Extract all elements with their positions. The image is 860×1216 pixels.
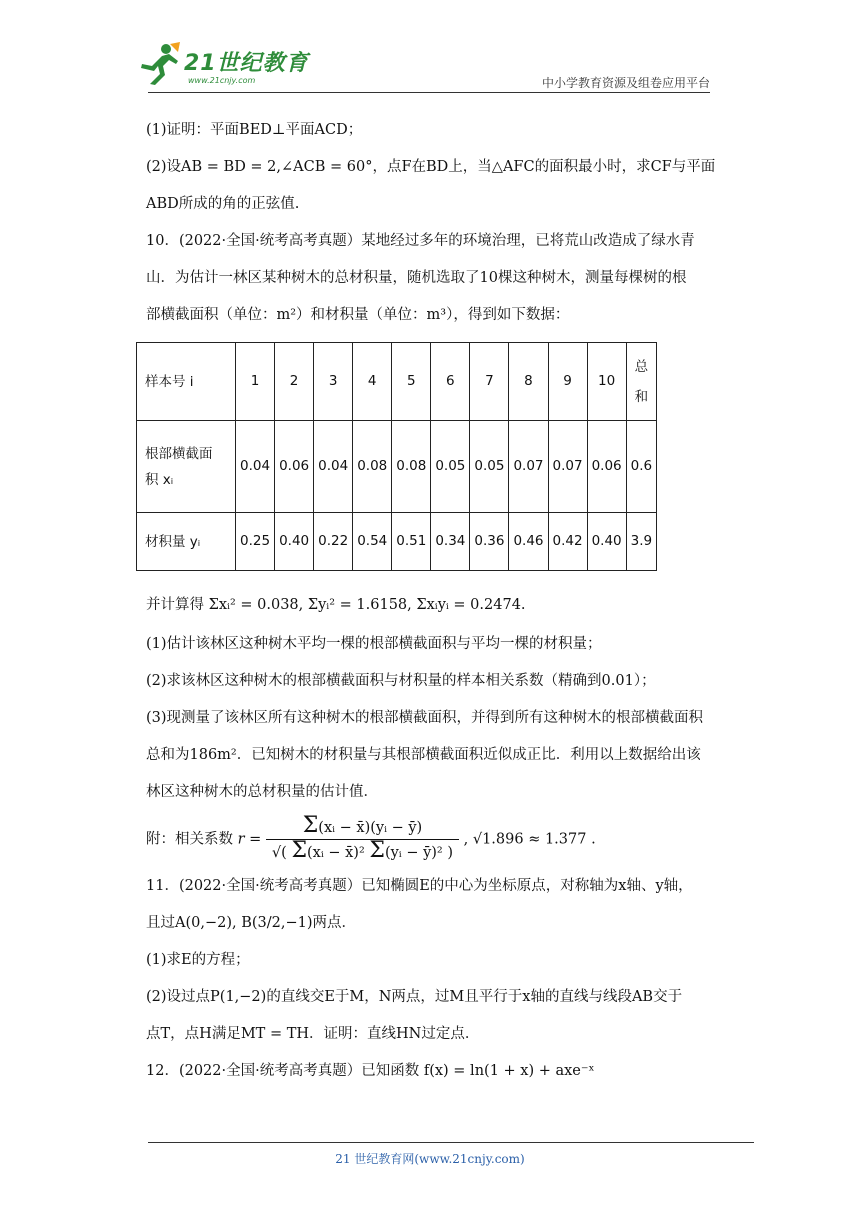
area-value: 0.07 — [548, 421, 587, 513]
area-value: 0.05 — [431, 421, 470, 513]
appendix-tail: , √1.896 ≈ 1.377 . — [463, 831, 596, 848]
area-label-line2: 积 xᵢ — [145, 471, 174, 488]
area-value: 0.07 — [509, 421, 548, 513]
volume-value: 0.25 — [236, 513, 275, 571]
sample-number: 10 — [587, 343, 626, 421]
total-label-1: 总 — [634, 358, 649, 375]
area-value: 0.06 — [587, 421, 626, 513]
area-total: 0.6 — [626, 421, 656, 513]
sample-number: 1 — [236, 343, 275, 421]
header-divider — [148, 92, 710, 93]
q9-part2-line2: ABD所成的角的正弦值. — [146, 196, 300, 212]
sample-number: 7 — [470, 343, 509, 421]
volume-value: 0.42 — [548, 513, 587, 571]
volume-value: 0.54 — [353, 513, 392, 571]
volume-total: 3.9 — [626, 513, 656, 571]
q9-part2-line1: (2)设AB = BD = 2,∠ACB = 60°，点F在BD上，当△AFC的面积最小时，求CF与平面 — [146, 159, 716, 175]
area-value: 0.04 — [236, 421, 275, 513]
q10-intro-line2: 山．为估计一林区某种树木的总材积量，随机选取了10棵这种树木，测量每棵树的根 — [146, 270, 687, 286]
sample-number: 6 — [431, 343, 470, 421]
q10-sub1: (1)估计该林区这种树木平均一棵的根部横截面积与平均一棵的材积量； — [146, 636, 602, 652]
sample-number: 8 — [509, 343, 548, 421]
logo-url: www.21cnjy.com — [188, 76, 256, 85]
area-value: 0.04 — [314, 421, 353, 513]
site-logo[interactable] — [136, 42, 316, 92]
q9-part1: (1)证明：平面BED⊥平面ACD； — [146, 122, 363, 138]
footer-divider — [148, 1142, 754, 1143]
area-value: 0.06 — [275, 421, 314, 513]
area-value: 0.08 — [392, 421, 431, 513]
header-label: 样本号 i — [137, 343, 236, 421]
q10-intro-line1: 10．(2022·全国·统考高考真题）某地经过多年的环境治理，已将荒山改造成了绿水青 — [146, 233, 695, 249]
volume-value: 0.22 — [314, 513, 353, 571]
q10-sub3-line3: 林区这种树木的总材积量的估计值． — [146, 784, 378, 800]
volume-value: 0.51 — [392, 513, 431, 571]
q11-line1: 11．(2022·全国·统考高考真题）已知椭圆E的中心为坐标原点，对称轴为x轴、y轴， — [146, 878, 693, 894]
area-label — [137, 421, 236, 513]
q11-line2: 且过A(0,−2), B(3/2,−1)两点． — [146, 915, 357, 931]
table-row-header — [137, 343, 657, 421]
volume-value: 0.40 — [275, 513, 314, 571]
appendix-label: 附：相关系数 — [146, 831, 233, 848]
sample-number: 4 — [353, 343, 392, 421]
area-value: 0.05 — [470, 421, 509, 513]
volume-value: 0.46 — [509, 513, 548, 571]
sample-number: 5 — [392, 343, 431, 421]
total-header — [626, 343, 656, 421]
q10-calc: 并计算得 Σxᵢ² = 0.038, Σyᵢ² = 1.6158, Σxᵢyᵢ = 0.2474. — [146, 597, 526, 613]
q10-sub2: (2)求该林区这种树木的根部横截面积与材积量的样本相关系数（精确到0.01）； — [146, 673, 656, 689]
q12-line1: 12．(2022·全国·统考高考真题）已知函数 f(x) = ln(1 + x) + axe⁻ˣ — [146, 1063, 595, 1079]
page-footer[interactable]: 21 世纪教育网(www.21cnjy.com) — [335, 1152, 525, 1166]
data-table — [136, 342, 657, 571]
volume-value: 0.36 — [470, 513, 509, 571]
q10-appendix — [146, 811, 716, 868]
sample-number: 2 — [275, 343, 314, 421]
volume-value: 0.40 — [587, 513, 626, 571]
area-label-line1: 根部横截面 — [145, 445, 213, 462]
runner-icon — [136, 42, 182, 86]
q10-sub3-line1: (3)现测量了该林区所有这种树木的根部横截面积，并得到所有这种树木的根部横截面积 — [146, 710, 704, 726]
formula-r: r = — [237, 831, 262, 848]
q11-part2-line1: (2)设过点P(1,−2)的直线交E于M，N两点，过M且平行于x轴的直线与线段AB交于 — [146, 989, 683, 1005]
table-row-volume — [137, 513, 657, 571]
q10-sub3-line2: 总和为186m²．已知树木的材积量与其根部横截面积近似成正比．利用以上数据给出该 — [146, 747, 701, 763]
sample-number: 9 — [548, 343, 587, 421]
q11-part2-line2: 点T，点H满足MT = TH．证明：直线HN过定点． — [146, 1026, 480, 1042]
logo-text: 21世纪教育 — [184, 51, 309, 76]
formula-numerator: Σ(xᵢ − x̄)(yᵢ − ȳ) — [266, 817, 459, 840]
platform-tagline: 中小学教育资源及组卷应用平台 — [541, 76, 710, 90]
area-value: 0.08 — [353, 421, 392, 513]
page-header — [0, 0, 860, 100]
q11-part1: (1)求E的方程； — [146, 952, 250, 968]
q10-intro-line3: 部横截面积（单位：m²）和材积量（单位：m³），得到如下数据： — [146, 307, 570, 323]
table-row-area — [137, 421, 657, 513]
volume-value: 0.34 — [431, 513, 470, 571]
correlation-formula — [266, 813, 459, 863]
formula-denominator: √( Σ(xᵢ − x̄)² Σ(yᵢ − ȳ)² ) — [271, 838, 454, 863]
total-label-2: 和 — [634, 388, 649, 405]
volume-label: 材积量 yᵢ — [137, 513, 236, 571]
sample-number: 3 — [314, 343, 353, 421]
document-body — [146, 112, 716, 1090]
